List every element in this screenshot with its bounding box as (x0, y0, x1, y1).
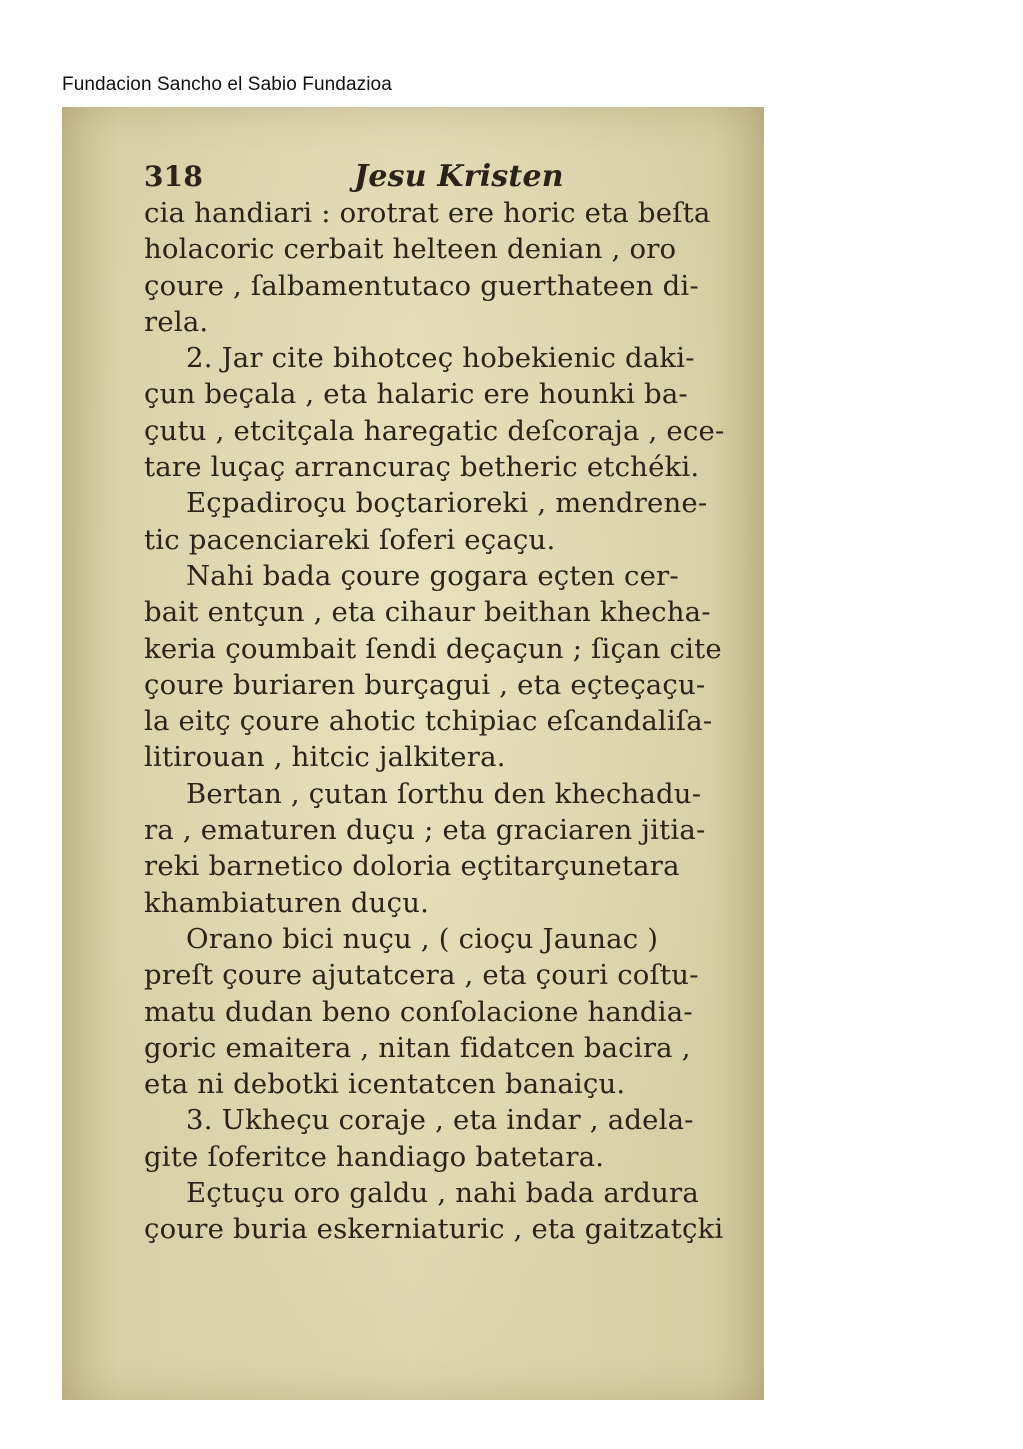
text-line: Nahi bada çoure gogara eçten cer- (186, 559, 679, 592)
text-line: cia handiari : orotrat ere horic eta beſta (144, 197, 711, 229)
text-line: çoure , ſalbamentutaco guerthateen di- (144, 269, 699, 302)
text-line: bait entçun , eta cihaur beithan khecha- (144, 596, 711, 629)
text-line: 3. Ukheçu coraje , eta indar , adela- (186, 1104, 694, 1137)
running-head (144, 159, 744, 195)
text-line: preſt çoure ajutatcera , eta çouri coſtu- (144, 959, 699, 992)
text-lines (144, 195, 744, 1248)
text-line: çutu , etcitçala haregatic deſcoraja , ece- (144, 414, 725, 447)
text-line: tic pacenciareki ſoferi eçaçu. (144, 523, 556, 556)
text-line: gite ſoferitce handiago batetara. (144, 1140, 605, 1173)
text-line: Orano bici nuçu , ( cioçu Jaunac ) (186, 922, 659, 955)
text-line: rela. (144, 305, 209, 338)
text-line: eta ni debotki icentatcen banaiçu. (144, 1068, 626, 1101)
text-line: Bertan , çutan ſorthu den khechadu- (186, 777, 702, 810)
page-number: 318 (144, 160, 204, 193)
text-line: Eçpadiroçu boçtarioreki , mendrene- (186, 487, 708, 520)
text-line: ra , ematuren duçu ; eta graciaren jitia- (144, 814, 706, 847)
text-line: çoure buria eskerniaturic , eta gaitzatçki (144, 1213, 724, 1246)
text-line: khambiaturen duçu. (144, 886, 430, 919)
text-line: litirouan , hitcic jalkitera. (144, 741, 506, 774)
source-label: Fundacion Sancho el Sabio Fundazioa (62, 74, 392, 95)
text-line: la eitç çoure ahotic tchipiac eſcandaliſa- (144, 705, 713, 738)
text-line: tare luçaç arrancuraç betheric etchéki. (144, 451, 700, 484)
text-line: çun beçala , eta halaric ere hounki ba- (144, 378, 688, 411)
text-line: reki barnetico doloria eçtitarçunetara (144, 850, 680, 883)
page-body (144, 159, 744, 1248)
text-line: goric emaitera , nitan fidatcen bacira , (144, 1031, 691, 1064)
page-scan (62, 107, 764, 1400)
text-line: matu dudan beno conſolacione handia- (144, 995, 693, 1028)
text-line: holacoric cerbait helteen denian , oro (144, 233, 677, 266)
text-line: çoure buriaren burçagui , eta eçteçaçu- (144, 668, 706, 701)
running-title: Jesu Kristen (354, 159, 564, 194)
text-line: keria çoumbait ſendi deçaçun ; ſiçan cite (144, 632, 722, 665)
text-line: Eçtuçu oro galdu , nahi bada ardura (186, 1177, 699, 1210)
text-line: 2. Jar cite bihotceç hobekienic daki- (186, 342, 695, 375)
